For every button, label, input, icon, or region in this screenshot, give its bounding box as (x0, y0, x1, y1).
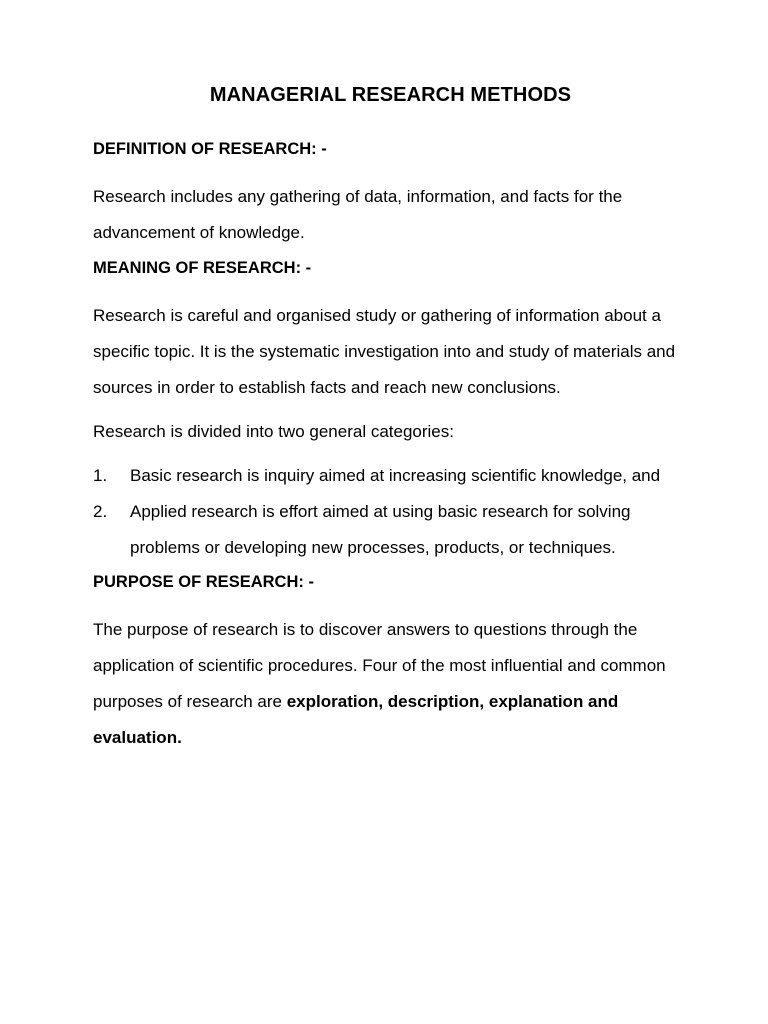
list-item-number: 1. (93, 466, 108, 485)
list-item-text: Basic research is inquiry aimed at increasing scientific knowledge, and (130, 466, 661, 485)
document-title: MANAGERIAL RESEARCH METHODS (209, 84, 572, 106)
purpose-paragraph-text: The purpose of research is to discover answers to questions through the application of scientific procedures. Four of the most influential and common purposes of research are (93, 620, 666, 711)
meaning-heading: MEANING OF RESEARCH: - (93, 259, 312, 277)
purpose-paragraph-emphasis: exploration, description, explanation and evaluation. (93, 692, 619, 747)
purpose-paragraph (93, 612, 688, 756)
list-item (93, 494, 688, 566)
categories-intro: Research is divided into two general categories: (93, 422, 454, 441)
list-item-number: 2. (93, 502, 108, 521)
categories-list (93, 458, 688, 566)
purpose-heading: PURPOSE OF RESEARCH: - (93, 573, 314, 591)
definition-paragraph: Research includes any gathering of data, information, and facts for the advancement of knowledge. (93, 187, 623, 242)
list-item-text: Applied research is effort aimed at using basic research for solving problems or developing new processes, products, or techniques. (130, 502, 631, 557)
meaning-paragraph: Research is careful and organised study or gathering of information about a specific topic. It is the systematic investigation into and study of materials and sources in order to establish facts and reach new conclusions. (93, 306, 676, 397)
definition-heading: DEFINITION OF RESEARCH: - (93, 140, 327, 158)
list-item (93, 458, 688, 494)
